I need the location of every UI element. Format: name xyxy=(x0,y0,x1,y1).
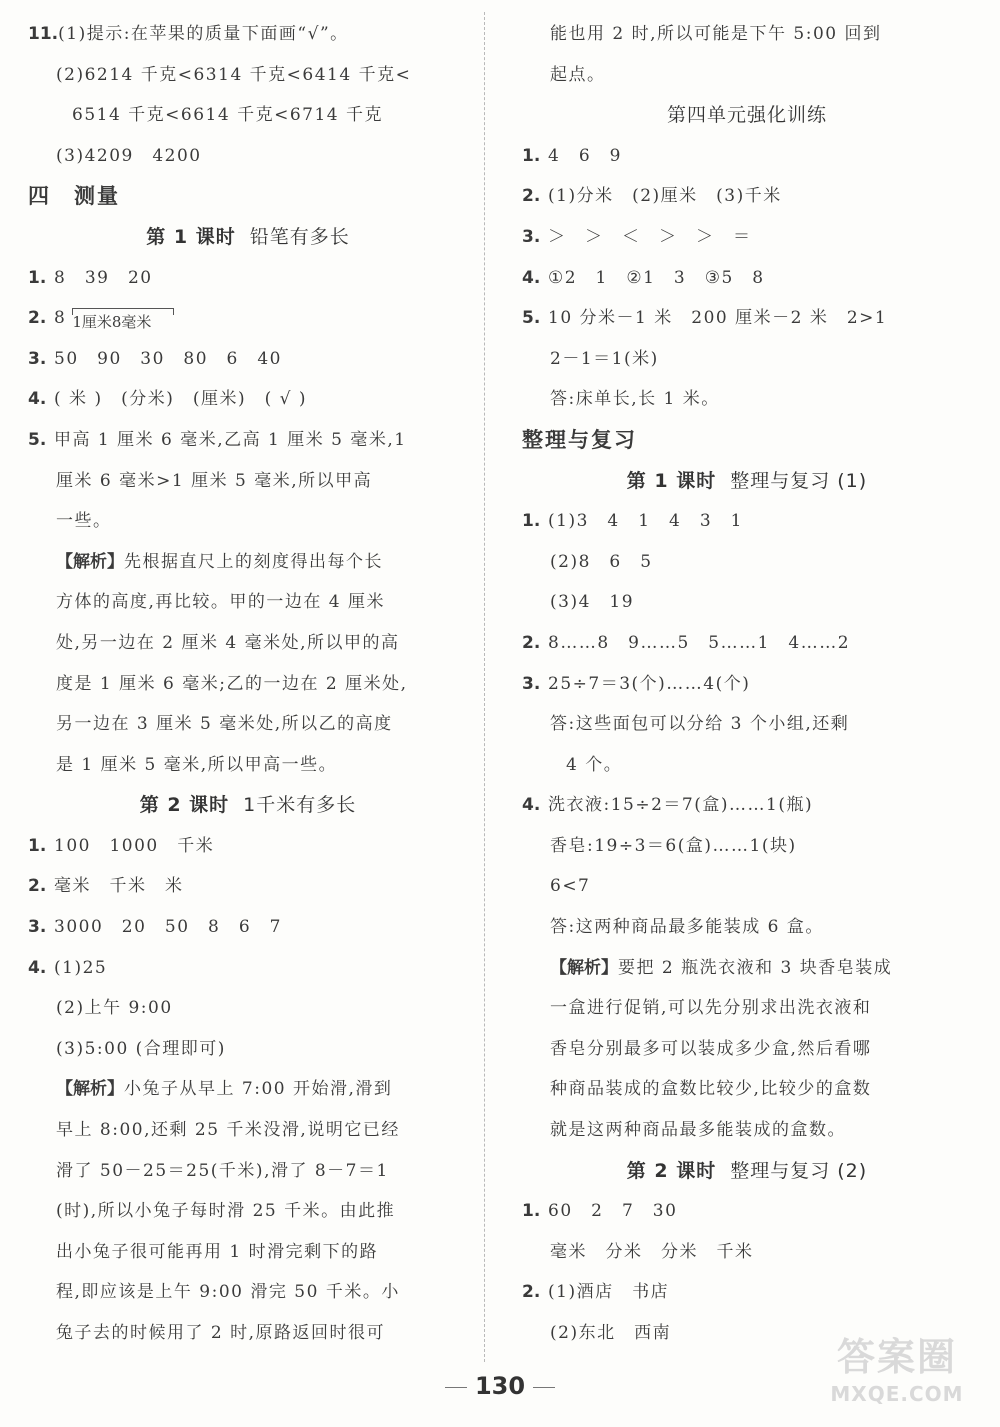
s1-q4-line-1: 4. 洗衣液:15÷2＝7(盒)……1(瓶) xyxy=(522,795,814,816)
r-q5-line-1: 5. 10 分米－1 米 200 厘米－2 米 2>1 xyxy=(522,308,888,329)
lesson-1-heading: 第 1 课时 铅笔有多长 xyxy=(146,225,350,248)
lesson-2-heading: 第 2 课时 1千米有多长 xyxy=(139,794,357,817)
s1-q3-line-3: 4 个。 xyxy=(566,754,623,775)
r-q5-line-3: 答:床单长,长 1 米。 xyxy=(550,389,720,410)
q11-number: 11. xyxy=(28,24,59,44)
l1-q4: 4. ( 米 ) (分米) (厘米) ( √ ) xyxy=(28,389,308,410)
l1-q5-line-3: 一些。 xyxy=(56,511,112,532)
l1-q2: 2. 8 1厘米8毫米 xyxy=(28,298,468,339)
l2-q4-a1: 4. (1)25 xyxy=(28,957,108,978)
section-title-review: 整理与复习 xyxy=(522,427,637,452)
analysis-tag: 【解析】 xyxy=(550,957,618,978)
s2-q2-a2: (2)东北 西南 xyxy=(550,1323,672,1343)
s1-q3-line-2: 答:这些面包可以分给 3 个小组,还剩 xyxy=(550,714,850,735)
s1-analysis-line-5: 就是这两种商品最多能装成的盒数。 xyxy=(550,1120,846,1141)
analysis-tag: 【解析】 xyxy=(56,551,124,572)
watermark-logo xyxy=(808,1332,986,1418)
l2-q4-a2: (2)上午 9:00 xyxy=(56,998,173,1019)
l2-analysis-line-3: 滑了 50－25＝25(千米),滑了 8－7＝1 xyxy=(56,1160,389,1181)
l1-analysis-line-5: 另一边在 3 厘米 5 毫米处,所以乙的高度 xyxy=(56,714,393,735)
q11-line-3: 6514 千克<6614 千克<6714 千克 xyxy=(72,105,383,126)
q11-line-1: 11.(1)提示:在苹果的质量下面画“√”。 xyxy=(28,14,468,55)
l2-analysis-line-4: (时),所以小兔子每时滑 25 千米。由此推 xyxy=(56,1201,396,1222)
l2-q4-a3: (3)5:00 (合理即可) xyxy=(56,1038,226,1059)
analysis-tag: 【解析】 xyxy=(56,1079,124,1100)
s1-q1-a3: (3)4 19 xyxy=(550,592,635,613)
r-q5-line-2: 2－1＝1(米) xyxy=(550,348,659,369)
s1-q3-line-1: 3. 25÷7＝3(个)……4(个) xyxy=(522,673,751,694)
review-lesson-2-heading: 第 2 课时 整理与复习 (2) xyxy=(626,1159,868,1182)
l2-q2: 2. 毫米 千米 米 xyxy=(28,876,184,897)
s1-q1-a2: (2)8 6 5 xyxy=(550,551,653,572)
l1-q1: 1. 8 39 20 xyxy=(28,267,153,288)
l2-q3: 3. 3000 20 50 8 6 7 xyxy=(28,917,282,938)
watermark-text: 答案圈 xyxy=(836,1335,957,1379)
l2-analysis-line-5: 出小兔子很可能再用 1 时滑完剩下的路 xyxy=(56,1241,379,1262)
q11-line-2: (2)6214 千克<6314 千克<6414 千克< xyxy=(56,64,412,85)
left-column xyxy=(28,14,468,1354)
watermark-domain: MXQE.COM xyxy=(830,1382,964,1406)
section-title-measure: 四 测量 xyxy=(28,184,120,209)
r-q1: 1. 4 6 9 xyxy=(522,145,622,166)
r-q4: 4. ①2 1 ②1 3 ③5 8 xyxy=(522,267,765,288)
l2-analysis-line-2: 早上 8:00,还剩 25 千米没滑,说明它已经 xyxy=(56,1120,400,1141)
s1-analysis-line-2: 一盒进行促销,可以先分别求出洗衣液和 xyxy=(550,998,872,1019)
s1-q4-line-3: 6<7 xyxy=(550,876,591,897)
l1-analysis-line-6: 是 1 厘米 5 毫米,所以甲高一些。 xyxy=(56,754,338,775)
r-q2: 2. (1)分米 (2)厘米 (3)千米 xyxy=(522,186,782,207)
s2-q1-line-2: 毫米 分米 分米 千米 xyxy=(550,1241,754,1262)
l2-analysis-line-1: 【解析】小兔子从早上 7:00 开始滑,滑到 xyxy=(56,1079,393,1100)
s2-q2-a1: 2. (1)酒店 书店 xyxy=(522,1282,670,1303)
unit4-review-heading: 第四单元强化训练 xyxy=(666,104,827,127)
r-q3: 3. ＞ ＞ ＜ ＞ ＞ ＝ xyxy=(522,226,752,247)
l1-analysis-line-1: 【解析】先根据直尺上的刻度得出每个长 xyxy=(56,551,383,572)
continued-line-2: 起点。 xyxy=(550,64,606,85)
l1-q3: 3. 50 90 30 80 6 40 xyxy=(28,348,282,369)
column-divider xyxy=(484,12,485,1362)
l1-q5-line-1: 5. 甲高 1 厘米 6 毫米,乙高 1 厘米 5 毫米,1 xyxy=(28,429,407,450)
s1-q4-line-4: 答:这两种商品最多能装成 6 盒。 xyxy=(550,917,824,938)
q11-line-4: (3)4209 4200 xyxy=(56,145,202,166)
ruler-bracket xyxy=(72,308,174,315)
l1-q5-line-2: 厘米 6 毫米>1 厘米 5 毫米,所以甲高 xyxy=(56,470,373,491)
l1-analysis-line-4: 度是 1 厘米 6 毫米;乙的一边在 2 厘米处, xyxy=(56,673,408,694)
s1-analysis-line-3: 香皂分别最多可以装成多少盒,然后看哪 xyxy=(550,1038,872,1059)
s1-analysis-line-1: 【解析】要把 2 瓶洗衣液和 3 块香皂装成 xyxy=(550,957,893,978)
right-column xyxy=(522,14,972,1354)
l2-analysis-line-6: 程,即应该是上午 9:00 滑完 50 千米。小 xyxy=(56,1282,400,1303)
s1-q4-line-2: 香皂:19÷3＝6(盒)……1(块) xyxy=(550,835,797,856)
continued-line-1: 能也用 2 时,所以可能是下午 5:00 回到 xyxy=(550,24,882,44)
page-number: 130 xyxy=(0,1372,1000,1400)
s1-q1-a1: 1. (1)3 4 1 4 3 1 xyxy=(522,511,743,532)
l1-analysis-line-2: 方体的高度,再比较。甲的一边在 4 厘米 xyxy=(56,592,386,613)
l1-analysis-line-3: 处,另一边在 2 厘米 4 毫米处,所以甲的高 xyxy=(56,632,400,653)
s1-q2: 2. 8……8 9……5 5……1 4……2 xyxy=(522,632,851,653)
ruler-label: 1厘米8毫米 xyxy=(72,313,152,332)
review-lesson-1-heading: 第 1 课时 整理与复习 (1) xyxy=(626,469,868,492)
l2-analysis-line-7: 兔子去的时候用了 2 时,原路返回时很可 xyxy=(56,1323,386,1343)
ruler-diagram xyxy=(72,298,151,343)
l2-q1: 1. 100 1000 千米 xyxy=(28,835,215,856)
s1-analysis-line-4: 种商品装成的盒数比较少,比较少的盒数 xyxy=(550,1079,872,1100)
s2-q1-line-1: 1. 60 2 7 30 xyxy=(522,1201,678,1222)
